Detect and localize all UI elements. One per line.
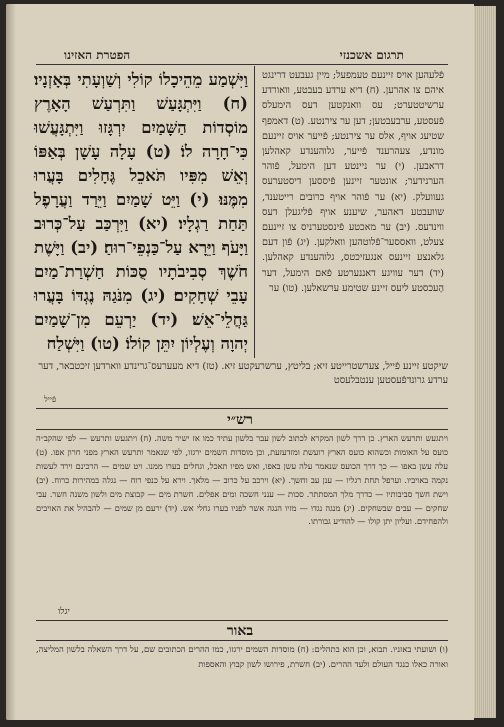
catchword-upper: פֿייל: [44, 395, 57, 404]
translation-column: [262, 68, 444, 358]
page-gutter-shadow: [6, 4, 16, 720]
rashi-top-rule: [36, 408, 448, 409]
catchword-lower: יגלו: [58, 607, 70, 617]
translation-continuation-text: שיקטע זיינע פֿייל, צערשטרייטע זיא; בליטץ, ערשרעקטע זיא. (טז) דיא מעערעס־גרינדע ווארדען זיכטבאר, דער ערדע גרונדפֿעסטען ענטבלעסט: [38, 361, 448, 386]
column-divider: [254, 66, 255, 358]
biur-top-rule: [36, 620, 448, 621]
running-header-haftarah: הפטרת האזינו: [64, 48, 131, 62]
biur-title: באור: [226, 623, 254, 639]
translation-text: פֿלעהען אויס זיינעם טעמפעל; מיין געבעט דרינגט איהם צו אהרען. (ח) דיא ערדע בעבטע, וואורדע ערשיטטערט; עס וואנקטען דעס הימעלס פֿעסטע, ערבעבטען; דען ער צירנטע. (ט) דאמפף שטיעג אויף, אלס ער צירנטע; פֿייער אויס זיינעם מונדע, צעהרענד פֿייער, גלוהענדע קאהלען דראבען. (י) ער ניינטע דען הימעל, פֿוהר הערנידער; אונטער זיינען פֿיססען דיסטערעס געוועלק. (יא) ער פֿוהר אויף כרובים רייטענד, שוועבטע דאהער, שיענע אויף פֿליגעלן דעס ווינדעס. (יב) ער מאכטע פֿינסטערניס צו זיינעם צעלט, וואססער־פֿלוטהען וואלקען. (יג) פֿון דעם גלאנצע זיינעס אנגעזיכטס, גלוהענדע קאהלען. (יד) דער עוויגע דאננערטע פֿאם הימעל, דער הָעכסטע ליעס זיינע שטימע ערשאלען. (טו) ער: [262, 70, 444, 294]
rashi-commentary: [36, 432, 448, 602]
hebrew-verse-column: [34, 68, 248, 358]
biur-title-rule: [36, 640, 448, 641]
rashi-text: ויתגעש ותרעש הארץ. כן דרך לשון המקרא לכתוב לשון עבר בלשון עתיד כמו אז ישיר משה. (ח) ויתגעש ותרעש — לפי שהקב״ה כועס על האומות וכשהוא כועס הארץ רועשת ומזדעזעת, וכן מוסדות השמים ירגזו, לפי שנאמר ותרעש הארץ מפני חרון אפו. (ט) עלה עשן באפו — כך דרך הכועס שנאמר עלה עשן באפו, ואש מפיו תאכל, וגחלים בערו ממנו. ויט שמים — הרכינם וירד לעשות נקמה באויביו. וערפל תחת רגליו — ענן עב וחשך. (יא) וירכב על כרוב — מלאך. וירא על כנפי רוח — נגלה במהירות כרוח. (יב) וישת חשך סביבותיו — כדרך מלך המסתתר. סכות — ענני חשכה ומים אפלים. חשרת מים — קבוצת מים ולשון משנה חשר. עבי שחקים — עבים שבשחקים. (יג) מנגה נגדו — מזיו הנגה אשר לפניו בערו גחלי אש. (יד) ירעם מן שמים — להבהיל את האויבים ולהפחידם. ועליון יתן קולו — להודיע גבורתו.: [36, 433, 448, 527]
book-page-edges: [474, 6, 496, 718]
biur-commentary: [36, 642, 448, 671]
rashi-title-rule: [36, 429, 448, 430]
book-page: [6, 4, 474, 720]
hebrew-verse-text: וַיִּשְׁמַע מֵהֵיכָלוֹ קוֹלִי וְשַׁוְעָתִי בְּאָזְנָיו׃ (ח) וַיִּתְגָּעַשׁ וַתִּרְעַשׁ הָאָרֶץ מוֹסְדוֹת הַשָּׁמַיִם יִרְגָּזוּ וַיִּתְגָּעֲשׁוּ כִּי־חָרָה לוֹ׃ (ט) עָלָה עָשָׁן בְּאַפּוֹ וְאֵשׁ מִפִּיו תֹּאכֵל גֶּחָלִים בָּעֲרוּ מִמֶּנּוּ׃ (י) וַיֵּט שָׁמַיִם וַיֵּרַד וַעֲרָפֶל תַּחַת רַגְלָיו׃ (יא) וַיִּרְכַּב עַל־כְּרוּב וַיָּעֹף וַיֵּרָא עַל־כַּנְפֵי־רוּחַ׃ (יב) וַיָּשֶׁת חֹשֶׁךְ סְבִיבֹתָיו סֻכּוֹת חַשְׁרַת־מַיִם עָבֵי שְׁחָקִים׃ (יג) מִנֹּגַהּ נֶגְדּוֹ בָּעֲרוּ גַּחֲלֵי־אֵשׁ׃ (יד) יַרְעֵם מִן־שָׁמַיִם יְהוָה וְעֶלְיוֹן יִתֵּן קוֹלוֹ׃ (טו) וַיִּשְׁלַח: [34, 70, 248, 353]
biur-text: (ו) ושועתי באזניו. תבוא, וכן הוא בתהלים: (ח) מוסדות השמים ירגזו, כמו ההרים הכתובים שם, על דרך השאלה בלשון המליצה, ואורה כאלו כנגד העולם ולעד ההרים. (יב) חשרת, פירושו לשון קבוץ והאספות: [36, 644, 448, 669]
rashi-title: רש״י: [227, 412, 253, 428]
translation-continuation: [36, 360, 448, 388]
header-rule: [36, 64, 448, 65]
running-header-translation: תרגום אשכנזי: [339, 48, 404, 62]
